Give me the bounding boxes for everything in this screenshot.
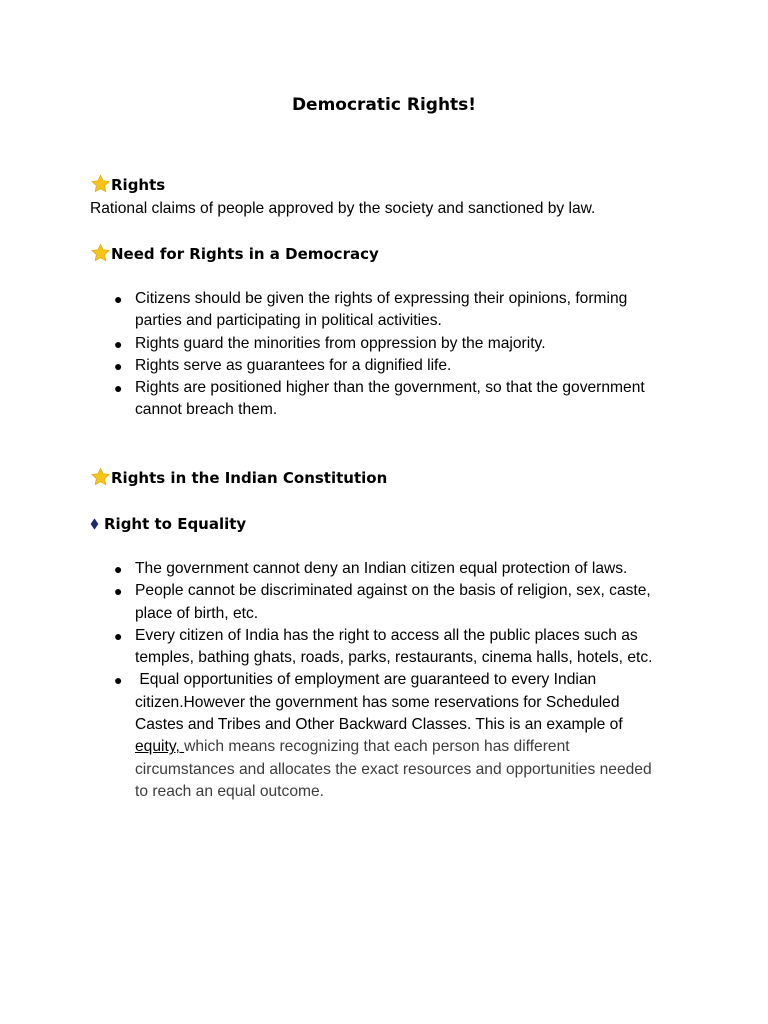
diamond-icon — [90, 518, 99, 530]
list-item: ● The government cannot deny an Indian citizen equal protection of laws. — [0, 558, 768, 580]
star-icon — [90, 243, 111, 263]
bullet-icon: ● — [114, 357, 123, 374]
heading-rights — [90, 174, 165, 196]
star-icon — [90, 174, 111, 194]
rights-definition: Rational claims of people approved by the society and sanctioned by law. — [90, 200, 596, 217]
subheading-right-to-equality — [90, 513, 246, 535]
bullet-icon: ● — [114, 627, 123, 644]
heading-constitution-label: Rights in the Indian Constitution — [111, 469, 388, 487]
heading-rights-constitution — [90, 467, 387, 489]
list-item: ● Rights are positioned higher than the government, so that the government cannot breach them. — [114, 379, 645, 419]
page-title: Democratic Rights! — [291, 95, 477, 115]
bullet-icon: ● — [114, 561, 123, 577]
star-icon — [90, 467, 111, 487]
list-item: ● Rights guard the minorities from oppression by the majority. — [0, 333, 768, 355]
bullet-icon: ● — [114, 583, 123, 600]
list-item: ● Citizens should be given the rights of expressing their opinions, forming parties and participating in political activities. — [114, 290, 628, 330]
list-item: ● Rights serve as guarantees for a dignified life. — [0, 355, 768, 377]
subheading-label: Right to Equality — [104, 515, 247, 533]
equity-term: equity, — [135, 738, 185, 756]
heading-need-label: Need for Rights in a Democracy — [111, 245, 379, 263]
bullet-icon: ● — [114, 335, 123, 352]
list-item: ● Every citizen of India has the right to access all the public places such as temples, bathing ghats, roads, parks, restaurants, cinema halls, hotels, etc. — [114, 626, 653, 667]
list-item: ● People cannot be discriminated against on the basis of religion, sex, caste, place of birth, etc. — [114, 582, 651, 622]
heading-need-for-rights — [90, 243, 379, 265]
list-item: ● Equal opportunities of employment are guaranteed to every Indian citizen.However the government has some reservations for Scheduled Castes and Tribes and Other Backward Classes. This is an example of equity, which means recognizing that each person has different circumstances and allocates the exact resources and opportunities needed to reach an equal outcome. — [114, 671, 652, 800]
bullet-icon: ● — [114, 291, 123, 307]
bullet-icon: ● — [114, 672, 123, 689]
right-to-equality-list — [0, 558, 768, 803]
heading-rights-label: Rights — [111, 176, 166, 194]
bullet-icon: ● — [114, 380, 123, 397]
need-for-rights-list — [0, 288, 768, 422]
